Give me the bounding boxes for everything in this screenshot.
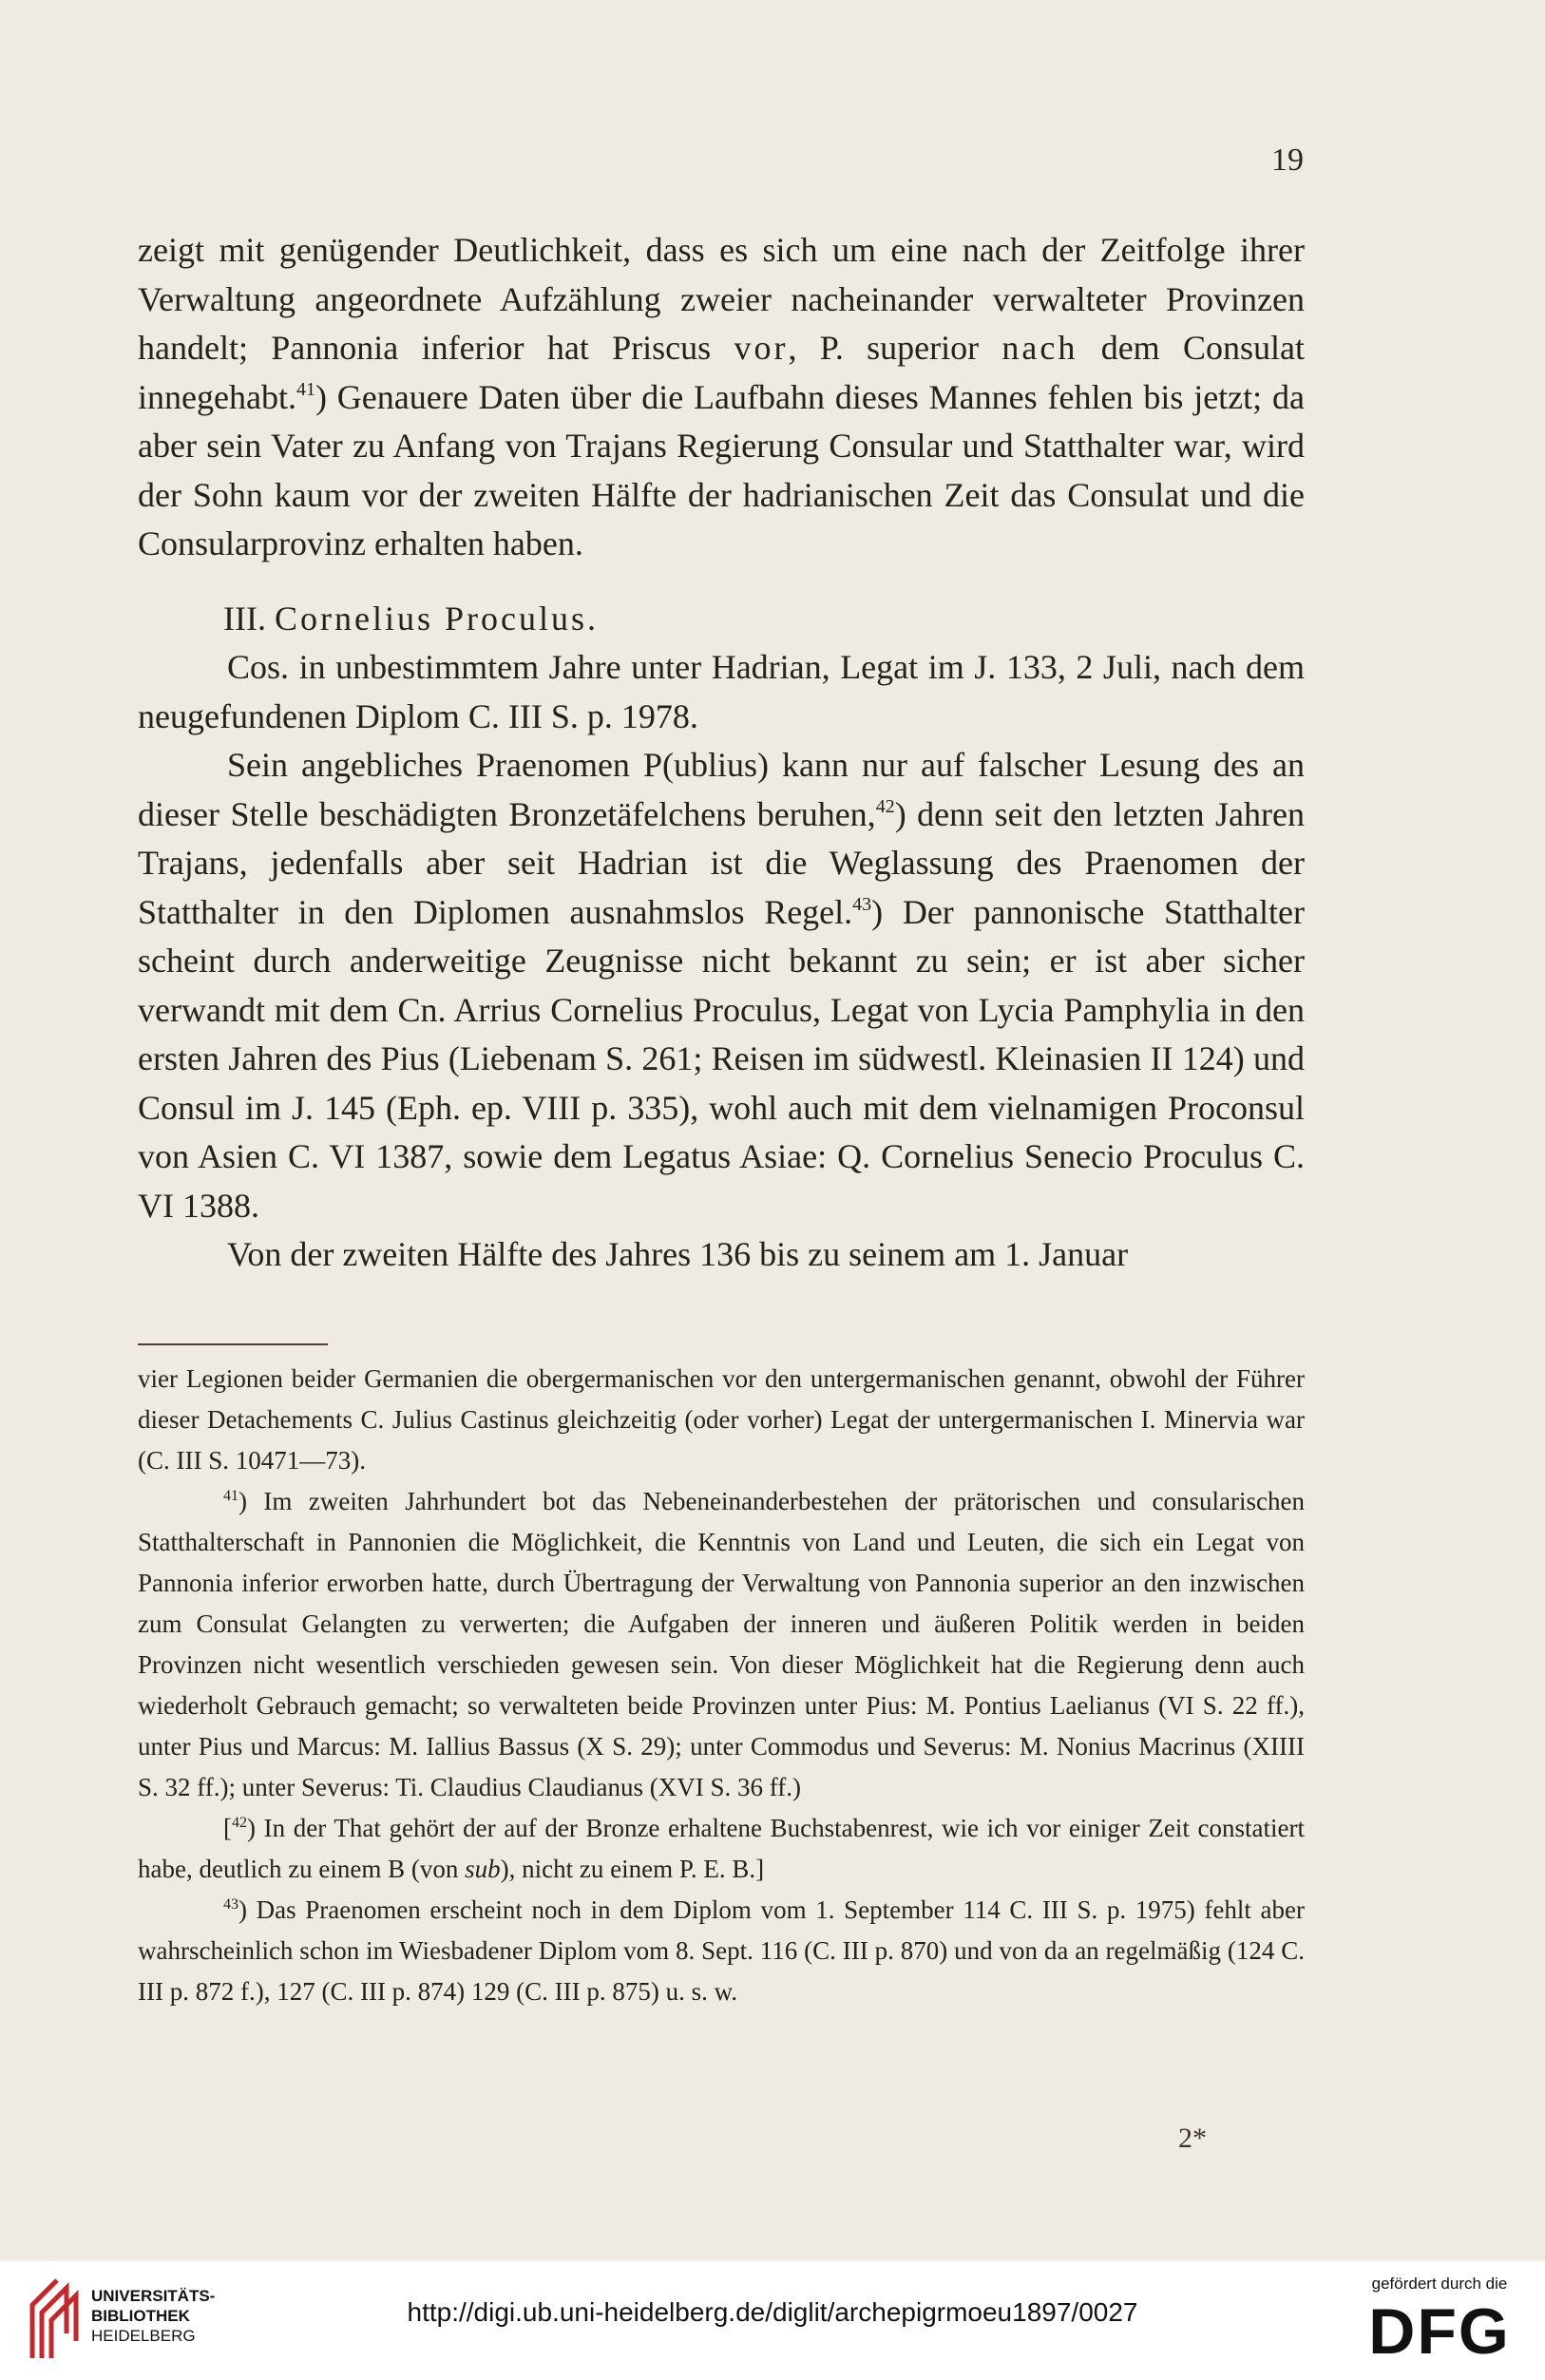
section-title: Cornelius Proculus.	[274, 599, 599, 638]
paragraph-2: Cos. in unbestimmtem Jahre unter Hadrian, Legat im J. 133, 2 Juli, nach dem neugefundenen Diplom C. III S. p. 1978.	[138, 648, 1305, 735]
footnote-number: 43	[223, 1896, 238, 1913]
footnote-ref-43[interactable]: 43	[852, 893, 872, 915]
source-url-link[interactable]: http://digi.ub.uni-heidelberg.de/diglit/archepigrmoeu1897/0027	[407, 2297, 1138, 2327]
page-number: 19	[1271, 143, 1304, 178]
spaced-word-vor: vor	[734, 329, 789, 367]
footnote-continuation: vier Legionen beider Germanien die obergermanischen vor den untergermanischen genannt, obwohl der Führer dieser Detachements C. Julius Castinus gleichzeitig (oder vorher) Legat der untergermanischen I. Minervia war (C. III S. 10471—73).	[138, 1364, 1305, 1475]
library-name[interactable]: UNIVERSITÄTS- BIBLIOTHEK HEIDELBERG	[91, 2287, 216, 2345]
footnote-divider	[138, 1343, 328, 1345]
main-text	[138, 226, 1305, 1280]
footer-bar	[0, 2261, 1545, 2380]
footnote-number: 42	[232, 1815, 247, 1831]
paragraph-4: Von der zweiten Hälfte des Jahres 136 bis zu seinem am 1. Januar	[227, 1235, 1129, 1273]
footnote-ref-42[interactable]: 42	[875, 795, 895, 817]
signature-mark: 2*	[1178, 2123, 1207, 2154]
dfg-logo[interactable]: DFG	[1368, 2295, 1511, 2368]
footnote-41: $^{41}$) Im zweiten Jahrhundert bot das Nebeneinanderbestehen der prätorischen und consularischen Statthalterschaft in Pannonien die Möglichkeit, die Kenntnis von Land und Leuten, die sich ein Legat von Pannonia inferior erworben hatte, durch Übertragung der Verwaltung von Pannonia superior an den inzwischen zum Consulat Gelangten zu verwerten; die Aufgaben der inneren und äußeren Politik werden in beiden Provinzen nicht wesentlich verschieden gewesen sein. Von dieser Möglichkeit hat die Regierung denn auch wiederholt Gebrauch gemacht; so verwalteten beide Provinzen unter Pius: M. Pontius Laelianus (VI S. 22 ff.), unter Pius und Marcus: M. Iallius Bassus (X S. 29); unter Commodus und Severus: M. Nonius Macrinus (XIIII S. 32 ff.); unter Severus: Ti. Claudius Claudianus (XVI S. 36 ff.)	[138, 1487, 1305, 1801]
footnote-42: [$^{42}$) In der That gehört der auf der Bronze erhaltene Buchstabenrest, wie ich vor einiger Zeit constatiert habe, deutlich zu einem B (von sub), nicht zu einem P. E. B.]	[138, 1814, 1305, 1883]
footnote-number: 41	[223, 1488, 238, 1504]
footnote-ref-41[interactable]: 41	[296, 378, 315, 400]
spaced-word-nach: nach	[1001, 329, 1078, 367]
footnote-43: $^{43}$) Das Praenomen erscheint noch in dem Diplom vom 1. September 114 C. III S. p. 1975) fehlt aber wahrscheinlich schon im Wiesbadener Diplom vom 8. Sept. 116 (C. III p. 870) und von da an regelmäßig (124 C. III p. 872 f.), 127 (C. III p. 874) 129 (C. III p. 875) u. s. w.	[138, 1895, 1305, 2006]
section-heading	[138, 595, 1305, 644]
paragraph-3: Sein angebliches Praenomen P(ublius) kann nur auf falscher Lesung des an dieser Stelle beschädigten Bronzetäfelchens beruhen,$^{42}$) denn seit den letzten Jahren Trajans, jedenfalls aber seit Hadrian ist die Weglassung des Praenomen der Statthalter in den Diplomen ausnahmslos Regel.$^{43}$) Der pannonische Statthalter scheint durch anderweitige Zeugnisse nicht bekannt zu sein; er ist aber sicher verwandt mit dem Cn. Arrius Cornelius Proculus, Legat von Lycia Pamphylia in den ersten Jahren des Pius (Liebenam S. 261; Reisen im südwestl. Kleinasien II 124) und Consul im J. 145 (Eph. ep. VIII p. 335), wohl auch mit dem vielnamigen Proconsul von Asien C. VI 1387, sowie dem Legatus Asiae: Q. Cornelius Senecio Proculus C. VI 1388.	[138, 746, 1306, 1225]
section-number: III.	[223, 599, 275, 638]
italic-word: sub	[465, 1855, 501, 1883]
paragraph-1: zeigt mit genügender Deutlichkeit, dass es sich um eine nach der Zeitfolge ihrer Verwaltung angeordnete Aufzählung zweier nacheinander verwalteter Provinzen handelt; Pannonia inferior hat Priscus vor, P. superior nach dem Consulat innegehabt.$^{41}$) Genauere Daten über die Laufbahn dieses Mannes fehlen bis jetzt; da aber sein Vater zu Anfang von Trajans Regierung Consular und Statthalter war, wird der Sohn kaum vor der zweiten Hälfte der hadrianischen Zeit das Consulat und die Consularprovinz erhalten haben.	[138, 231, 1306, 562]
dfg-caption: gefördert durch die	[1371, 2275, 1508, 2293]
footnotes	[138, 1359, 1305, 2012]
